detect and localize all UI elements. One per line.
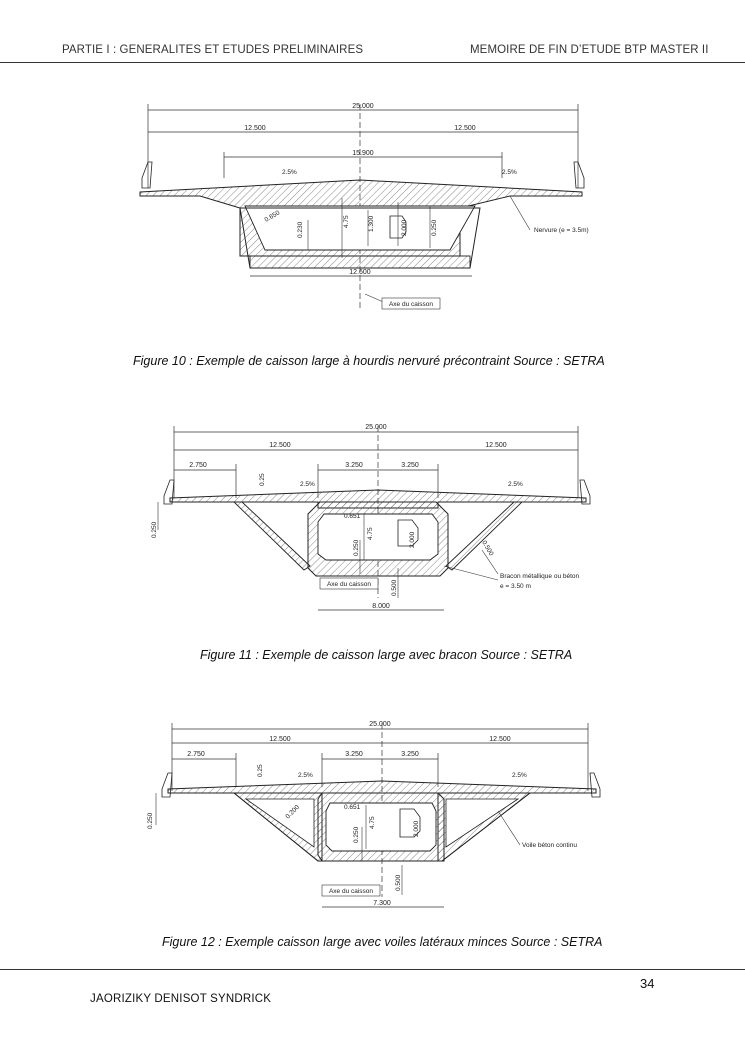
fig12-height-dim: 4.75: [369, 816, 376, 829]
fig11-strut-note-2: e = 3.50 m: [500, 583, 531, 590]
fig11-cell-dim: 2.000: [409, 531, 416, 548]
figure-12-svg: [138, 715, 608, 915]
fig12-half-left-dim: 12.500: [269, 736, 291, 743]
fig11-height-dim: 4.75: [367, 527, 374, 540]
fig12-web-dim: 0.651: [344, 804, 361, 811]
fig11-edge-dim: 0.250: [151, 521, 158, 538]
fig11-strut-note-1: Bracon métallique ou béton: [500, 573, 580, 580]
figure-10-drawing: [130, 98, 610, 318]
fig12-slope-left: 2.5%: [298, 772, 313, 779]
fig11-deck-thickness: 0.25: [259, 473, 266, 486]
fig12-bottom-width-dim: 7.300: [373, 900, 391, 907]
fig12-mid-right-dim: 3.250: [401, 751, 419, 758]
fig10-slope-right: 2.5%: [502, 169, 517, 176]
figure-12-caption: Figure 12 : Exemple caisson large avec voiles latéraux minces Source : SETRA: [162, 935, 603, 949]
fig11-slope-left: 2.5%: [300, 481, 315, 488]
fig10-slope-left: 2.5%: [282, 169, 297, 176]
fig10-axis-label: Axe du caisson: [388, 301, 434, 308]
footer-author: JAORIZIKY DENISOT SYNDRICK: [90, 993, 272, 1005]
fig10-top-width-dim: 15.900: [352, 150, 374, 157]
header-chapter: PARTIE I : GENERALITES ET ETUDES PRELIMINAIRES: [62, 44, 364, 56]
figure-11-svg: [148, 418, 618, 618]
fig11-half-left-dim: 12.500: [269, 442, 291, 449]
fig11-base-thickness: 0.500: [391, 579, 398, 596]
fig12-mid-left-dim: 3.250: [345, 751, 363, 758]
fig12-slope-right: 2.5%: [512, 772, 527, 779]
fig10-bottom-thickness-dim: 0.230: [297, 221, 304, 238]
fig11-bottom-thickness-dim: 0.250: [353, 539, 360, 556]
fig12-wall-dim: 0.200: [284, 803, 301, 821]
fig12-edge-dim: 0.250: [147, 812, 154, 829]
fig12-axis-label: Axe du caisson: [328, 888, 374, 895]
fig11-slope-right: 2.5%: [508, 481, 523, 488]
footer-rule: [0, 969, 745, 970]
fig10-web-dim: 0.650: [263, 209, 282, 224]
fig12-bottom-thickness-dim: 0.250: [353, 826, 360, 843]
fig11-half-right-dim: 12.500: [485, 442, 507, 449]
fig12-total-dim: 25.000: [369, 721, 391, 728]
fig11-strut-dim: 0.500: [480, 539, 495, 558]
fig11-cant-dim: 2.750: [189, 462, 207, 469]
fig12-base-thickness: 0.500: [395, 874, 402, 891]
fig12-cant-dim: 2.750: [187, 751, 205, 758]
page-header: [0, 0, 745, 64]
fig12-half-right-dim: 12.500: [489, 736, 511, 743]
fig12-cell-dim: 2.000: [413, 820, 420, 837]
fig10-slab-dim: 0.250: [431, 219, 438, 236]
fig11-mid-right-dim: 3.250: [401, 462, 419, 469]
figure-10-caption: Figure 10 : Exemple de caisson large à hourdis nervuré précontraint Source : SETRA: [133, 354, 605, 368]
fig10-half-left-dim: 12.500: [244, 125, 266, 132]
fig10-total-dim: 25.000: [352, 103, 374, 110]
figure-11-caption: Figure 11 : Exemple de caisson large avec bracon Source : SETRA: [200, 648, 573, 662]
fig10-haunch-dim: 1.300: [368, 215, 375, 232]
fig12-deck-thickness: 0.25: [257, 764, 264, 777]
header-thesis-title: MEMOIRE DE FIN D’ETUDE BTP MASTER II: [470, 44, 709, 56]
page-number: 34: [640, 976, 655, 991]
fig10-bottom-width-dim: 12.600: [349, 269, 371, 276]
figure-12-drawing: [138, 715, 608, 915]
fig11-bottom-width-dim: 8.000: [372, 603, 390, 610]
fig10-half-right-dim: 12.500: [454, 125, 476, 132]
fig11-mid-left-dim: 3.250: [345, 462, 363, 469]
figure-10-svg: [130, 98, 610, 318]
fig11-total-dim: 25.000: [365, 424, 387, 431]
fig10-rib-note: Nervure (e = 3.5m): [534, 227, 589, 234]
figure-11-drawing: [148, 418, 618, 618]
fig10-height-dim: 4.75: [343, 215, 350, 228]
fig11-axis-label: Axe du caisson: [326, 581, 372, 588]
fig10-cell-dim: 2.000: [401, 219, 408, 236]
header-rule: [0, 62, 745, 63]
fig12-wall-note: Voile béton continu: [522, 842, 577, 849]
fig11-web-dim: 0.651: [344, 513, 361, 520]
